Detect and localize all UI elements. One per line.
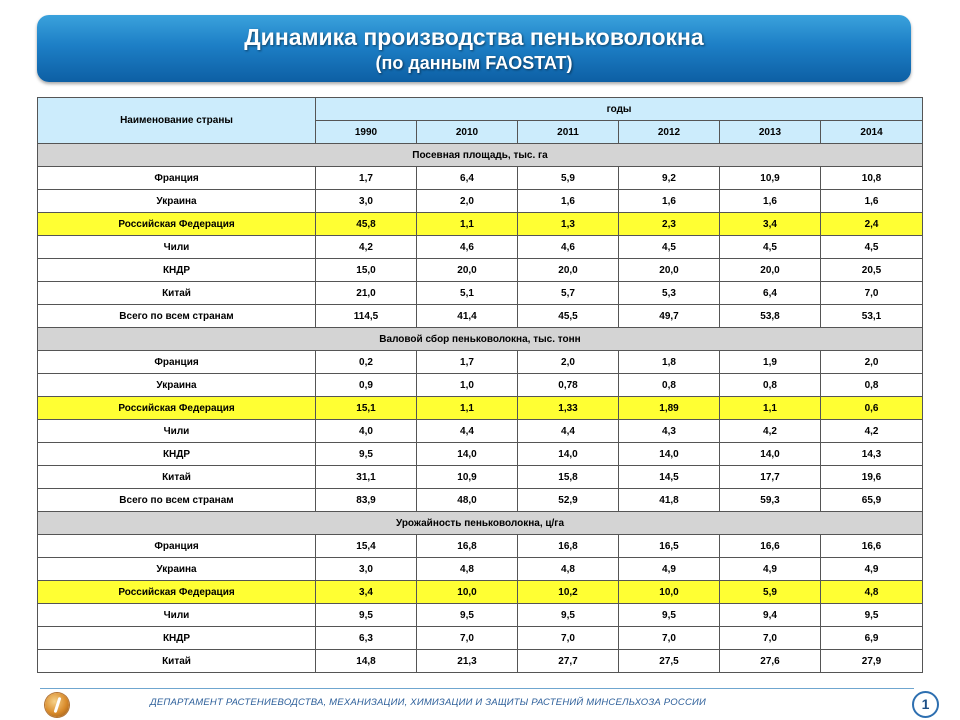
value-cell: 4,4 xyxy=(518,420,619,443)
value-cell: 3,4 xyxy=(316,581,417,604)
table-row xyxy=(38,604,923,627)
value-cell: 19,6 xyxy=(821,466,923,489)
table-row xyxy=(38,466,923,489)
page-number: 1 xyxy=(912,691,939,718)
value-cell: 2,0 xyxy=(417,190,518,213)
value-cell: 14,0 xyxy=(720,443,821,466)
table-row xyxy=(38,420,923,443)
table-row xyxy=(38,558,923,581)
value-cell: 2,0 xyxy=(821,351,923,374)
country-name-cell: Всего по всем странам xyxy=(38,489,316,512)
country-name-cell: Чили xyxy=(38,604,316,627)
value-cell: 4,6 xyxy=(417,236,518,259)
value-cell: 53,1 xyxy=(821,305,923,328)
section-title: Валовой сбор пеньковолокна, тыс. тонн xyxy=(38,328,923,351)
value-cell: 10,9 xyxy=(417,466,518,489)
country-name-cell: Российская Федерация xyxy=(38,213,316,236)
country-name-cell: Китай xyxy=(38,650,316,673)
value-cell: 1,0 xyxy=(417,374,518,397)
country-name-cell: КНДР xyxy=(38,259,316,282)
value-cell: 17,7 xyxy=(720,466,821,489)
footer-divider xyxy=(40,688,914,689)
value-cell: 14,0 xyxy=(518,443,619,466)
value-cell: 14,0 xyxy=(619,443,720,466)
country-name-cell: КНДР xyxy=(38,627,316,650)
value-cell: 20,0 xyxy=(417,259,518,282)
value-cell: 5,3 xyxy=(619,282,720,305)
value-cell: 45,8 xyxy=(316,213,417,236)
table-row xyxy=(38,259,923,282)
value-cell: 15,4 xyxy=(316,535,417,558)
value-cell: 4,2 xyxy=(316,236,417,259)
value-cell: 83,9 xyxy=(316,489,417,512)
value-cell: 27,6 xyxy=(720,650,821,673)
value-cell: 41,8 xyxy=(619,489,720,512)
value-cell: 6,4 xyxy=(720,282,821,305)
section-row xyxy=(38,512,923,535)
value-cell: 0,8 xyxy=(619,374,720,397)
table-row xyxy=(38,650,923,673)
value-cell: 16,5 xyxy=(619,535,720,558)
value-cell: 20,5 xyxy=(821,259,923,282)
section-row xyxy=(38,144,923,167)
value-cell: 53,8 xyxy=(720,305,821,328)
table-row xyxy=(38,443,923,466)
value-cell: 14,5 xyxy=(619,466,720,489)
country-name-cell: Всего по всем странам xyxy=(38,305,316,328)
table-row xyxy=(38,397,923,420)
value-cell: 59,3 xyxy=(720,489,821,512)
value-cell: 4,5 xyxy=(821,236,923,259)
value-cell: 14,3 xyxy=(821,443,923,466)
value-cell: 4,2 xyxy=(821,420,923,443)
value-cell: 4,0 xyxy=(316,420,417,443)
value-cell: 1,1 xyxy=(417,397,518,420)
value-cell: 15,8 xyxy=(518,466,619,489)
country-name-cell: Франция xyxy=(38,535,316,558)
value-cell: 4,9 xyxy=(720,558,821,581)
title-banner xyxy=(37,15,911,82)
value-cell: 7,0 xyxy=(821,282,923,305)
section-row xyxy=(38,328,923,351)
value-cell: 4,9 xyxy=(821,558,923,581)
value-cell: 9,5 xyxy=(619,604,720,627)
value-cell: 9,4 xyxy=(720,604,821,627)
value-cell: 16,6 xyxy=(720,535,821,558)
table-row xyxy=(38,351,923,374)
value-cell: 1,1 xyxy=(417,213,518,236)
country-name-cell: Украина xyxy=(38,374,316,397)
table-header-row xyxy=(38,98,923,121)
value-cell: 4,8 xyxy=(417,558,518,581)
production-table xyxy=(37,97,923,673)
department-footer: ДЕПАРТАМЕНТ РАСТЕНИЕВОДСТВА, МЕХАНИЗАЦИИ, ХИМИЗАЦИИ И ЗАЩИТЫ РАСТЕНИЙ МИНСЕЛЬХОЗА РОССИИ xyxy=(150,697,707,708)
value-cell: 27,9 xyxy=(821,650,923,673)
country-name-cell: Франция xyxy=(38,167,316,190)
value-cell: 2,0 xyxy=(518,351,619,374)
country-name-cell: Украина xyxy=(38,558,316,581)
value-cell: 0,78 xyxy=(518,374,619,397)
value-cell: 5,9 xyxy=(518,167,619,190)
section-title: Урожайность пеньковолокна, ц/га xyxy=(38,512,923,535)
value-cell: 7,0 xyxy=(518,627,619,650)
value-cell: 41,4 xyxy=(417,305,518,328)
value-cell: 27,7 xyxy=(518,650,619,673)
value-cell: 4,4 xyxy=(417,420,518,443)
value-cell: 1,3 xyxy=(518,213,619,236)
value-cell: 52,9 xyxy=(518,489,619,512)
value-cell: 6,3 xyxy=(316,627,417,650)
country-name-cell: Франция xyxy=(38,351,316,374)
value-cell: 10,9 xyxy=(720,167,821,190)
value-cell: 1,8 xyxy=(619,351,720,374)
value-cell: 5,1 xyxy=(417,282,518,305)
country-name-cell: Китай xyxy=(38,282,316,305)
value-cell: 1,6 xyxy=(821,190,923,213)
value-cell: 9,2 xyxy=(619,167,720,190)
value-cell: 48,0 xyxy=(417,489,518,512)
value-cell: 10,8 xyxy=(821,167,923,190)
value-cell: 4,8 xyxy=(518,558,619,581)
value-cell: 3,4 xyxy=(720,213,821,236)
value-cell: 1,6 xyxy=(619,190,720,213)
table-row xyxy=(38,535,923,558)
country-name-cell: КНДР xyxy=(38,443,316,466)
table-row xyxy=(38,581,923,604)
table-body xyxy=(38,98,923,673)
value-cell: 2,4 xyxy=(821,213,923,236)
value-cell: 15,0 xyxy=(316,259,417,282)
value-cell: 7,0 xyxy=(417,627,518,650)
value-cell: 16,6 xyxy=(821,535,923,558)
value-cell: 9,5 xyxy=(316,604,417,627)
value-cell: 4,5 xyxy=(619,236,720,259)
value-cell: 4,8 xyxy=(821,581,923,604)
table-row xyxy=(38,305,923,328)
value-cell: 2,3 xyxy=(619,213,720,236)
value-cell: 10,0 xyxy=(619,581,720,604)
year-header-2013: 2013 xyxy=(720,121,821,144)
value-cell: 5,9 xyxy=(720,581,821,604)
value-cell: 45,5 xyxy=(518,305,619,328)
value-cell: 20,0 xyxy=(619,259,720,282)
country-name-cell: Чили xyxy=(38,420,316,443)
value-cell: 1,6 xyxy=(720,190,821,213)
value-cell: 0,8 xyxy=(821,374,923,397)
value-cell: 31,1 xyxy=(316,466,417,489)
value-cell: 4,3 xyxy=(619,420,720,443)
year-header-1990: 1990 xyxy=(316,121,417,144)
value-cell: 21,3 xyxy=(417,650,518,673)
value-cell: 9,5 xyxy=(518,604,619,627)
value-cell: 10,0 xyxy=(417,581,518,604)
value-cell: 20,0 xyxy=(720,259,821,282)
table-row xyxy=(38,282,923,305)
value-cell: 4,5 xyxy=(720,236,821,259)
value-cell: 16,8 xyxy=(518,535,619,558)
slide-title: Динамика производства пеньковолокна xyxy=(244,24,704,50)
value-cell: 4,2 xyxy=(720,420,821,443)
value-cell: 0,2 xyxy=(316,351,417,374)
value-cell: 0,6 xyxy=(821,397,923,420)
value-cell: 49,7 xyxy=(619,305,720,328)
value-cell: 9,5 xyxy=(821,604,923,627)
country-name-cell: Чили xyxy=(38,236,316,259)
years-group-header: годы xyxy=(316,98,923,121)
country-name-cell: Российская Федерация xyxy=(38,397,316,420)
table-row xyxy=(38,213,923,236)
table-row xyxy=(38,627,923,650)
value-cell: 1,9 xyxy=(720,351,821,374)
country-name-cell: Китай xyxy=(38,466,316,489)
value-cell: 9,5 xyxy=(316,443,417,466)
value-cell: 14,0 xyxy=(417,443,518,466)
value-cell: 1,1 xyxy=(720,397,821,420)
value-cell: 7,0 xyxy=(720,627,821,650)
year-header-2010: 2010 xyxy=(417,121,518,144)
value-cell: 3,0 xyxy=(316,558,417,581)
value-cell: 0,9 xyxy=(316,374,417,397)
value-cell: 114,5 xyxy=(316,305,417,328)
table-row xyxy=(38,236,923,259)
table-row xyxy=(38,374,923,397)
year-header-2014: 2014 xyxy=(821,121,923,144)
value-cell: 1,89 xyxy=(619,397,720,420)
value-cell: 10,2 xyxy=(518,581,619,604)
value-cell: 1,33 xyxy=(518,397,619,420)
value-cell: 6,9 xyxy=(821,627,923,650)
country-name-cell: Украина xyxy=(38,190,316,213)
year-header-2012: 2012 xyxy=(619,121,720,144)
value-cell: 9,5 xyxy=(417,604,518,627)
value-cell: 14,8 xyxy=(316,650,417,673)
value-cell: 4,6 xyxy=(518,236,619,259)
ministry-emblem-icon xyxy=(45,693,69,717)
value-cell: 1,7 xyxy=(316,167,417,190)
value-cell: 7,0 xyxy=(619,627,720,650)
value-cell: 27,5 xyxy=(619,650,720,673)
value-cell: 1,6 xyxy=(518,190,619,213)
table-row xyxy=(38,190,923,213)
value-cell: 65,9 xyxy=(821,489,923,512)
value-cell: 5,7 xyxy=(518,282,619,305)
section-title: Посевная площадь, тыс. га xyxy=(38,144,923,167)
value-cell: 6,4 xyxy=(417,167,518,190)
country-name-cell: Российская Федерация xyxy=(38,581,316,604)
country-column-header: Наименование страны xyxy=(38,98,316,144)
value-cell: 16,8 xyxy=(417,535,518,558)
value-cell: 3,0 xyxy=(316,190,417,213)
value-cell: 20,0 xyxy=(518,259,619,282)
value-cell: 15,1 xyxy=(316,397,417,420)
value-cell: 21,0 xyxy=(316,282,417,305)
value-cell: 4,9 xyxy=(619,558,720,581)
value-cell: 1,7 xyxy=(417,351,518,374)
value-cell: 0,8 xyxy=(720,374,821,397)
year-header-2011: 2011 xyxy=(518,121,619,144)
table-row xyxy=(38,167,923,190)
slide-subtitle: (по данным FAOSTAT) xyxy=(375,53,573,73)
table-row xyxy=(38,489,923,512)
